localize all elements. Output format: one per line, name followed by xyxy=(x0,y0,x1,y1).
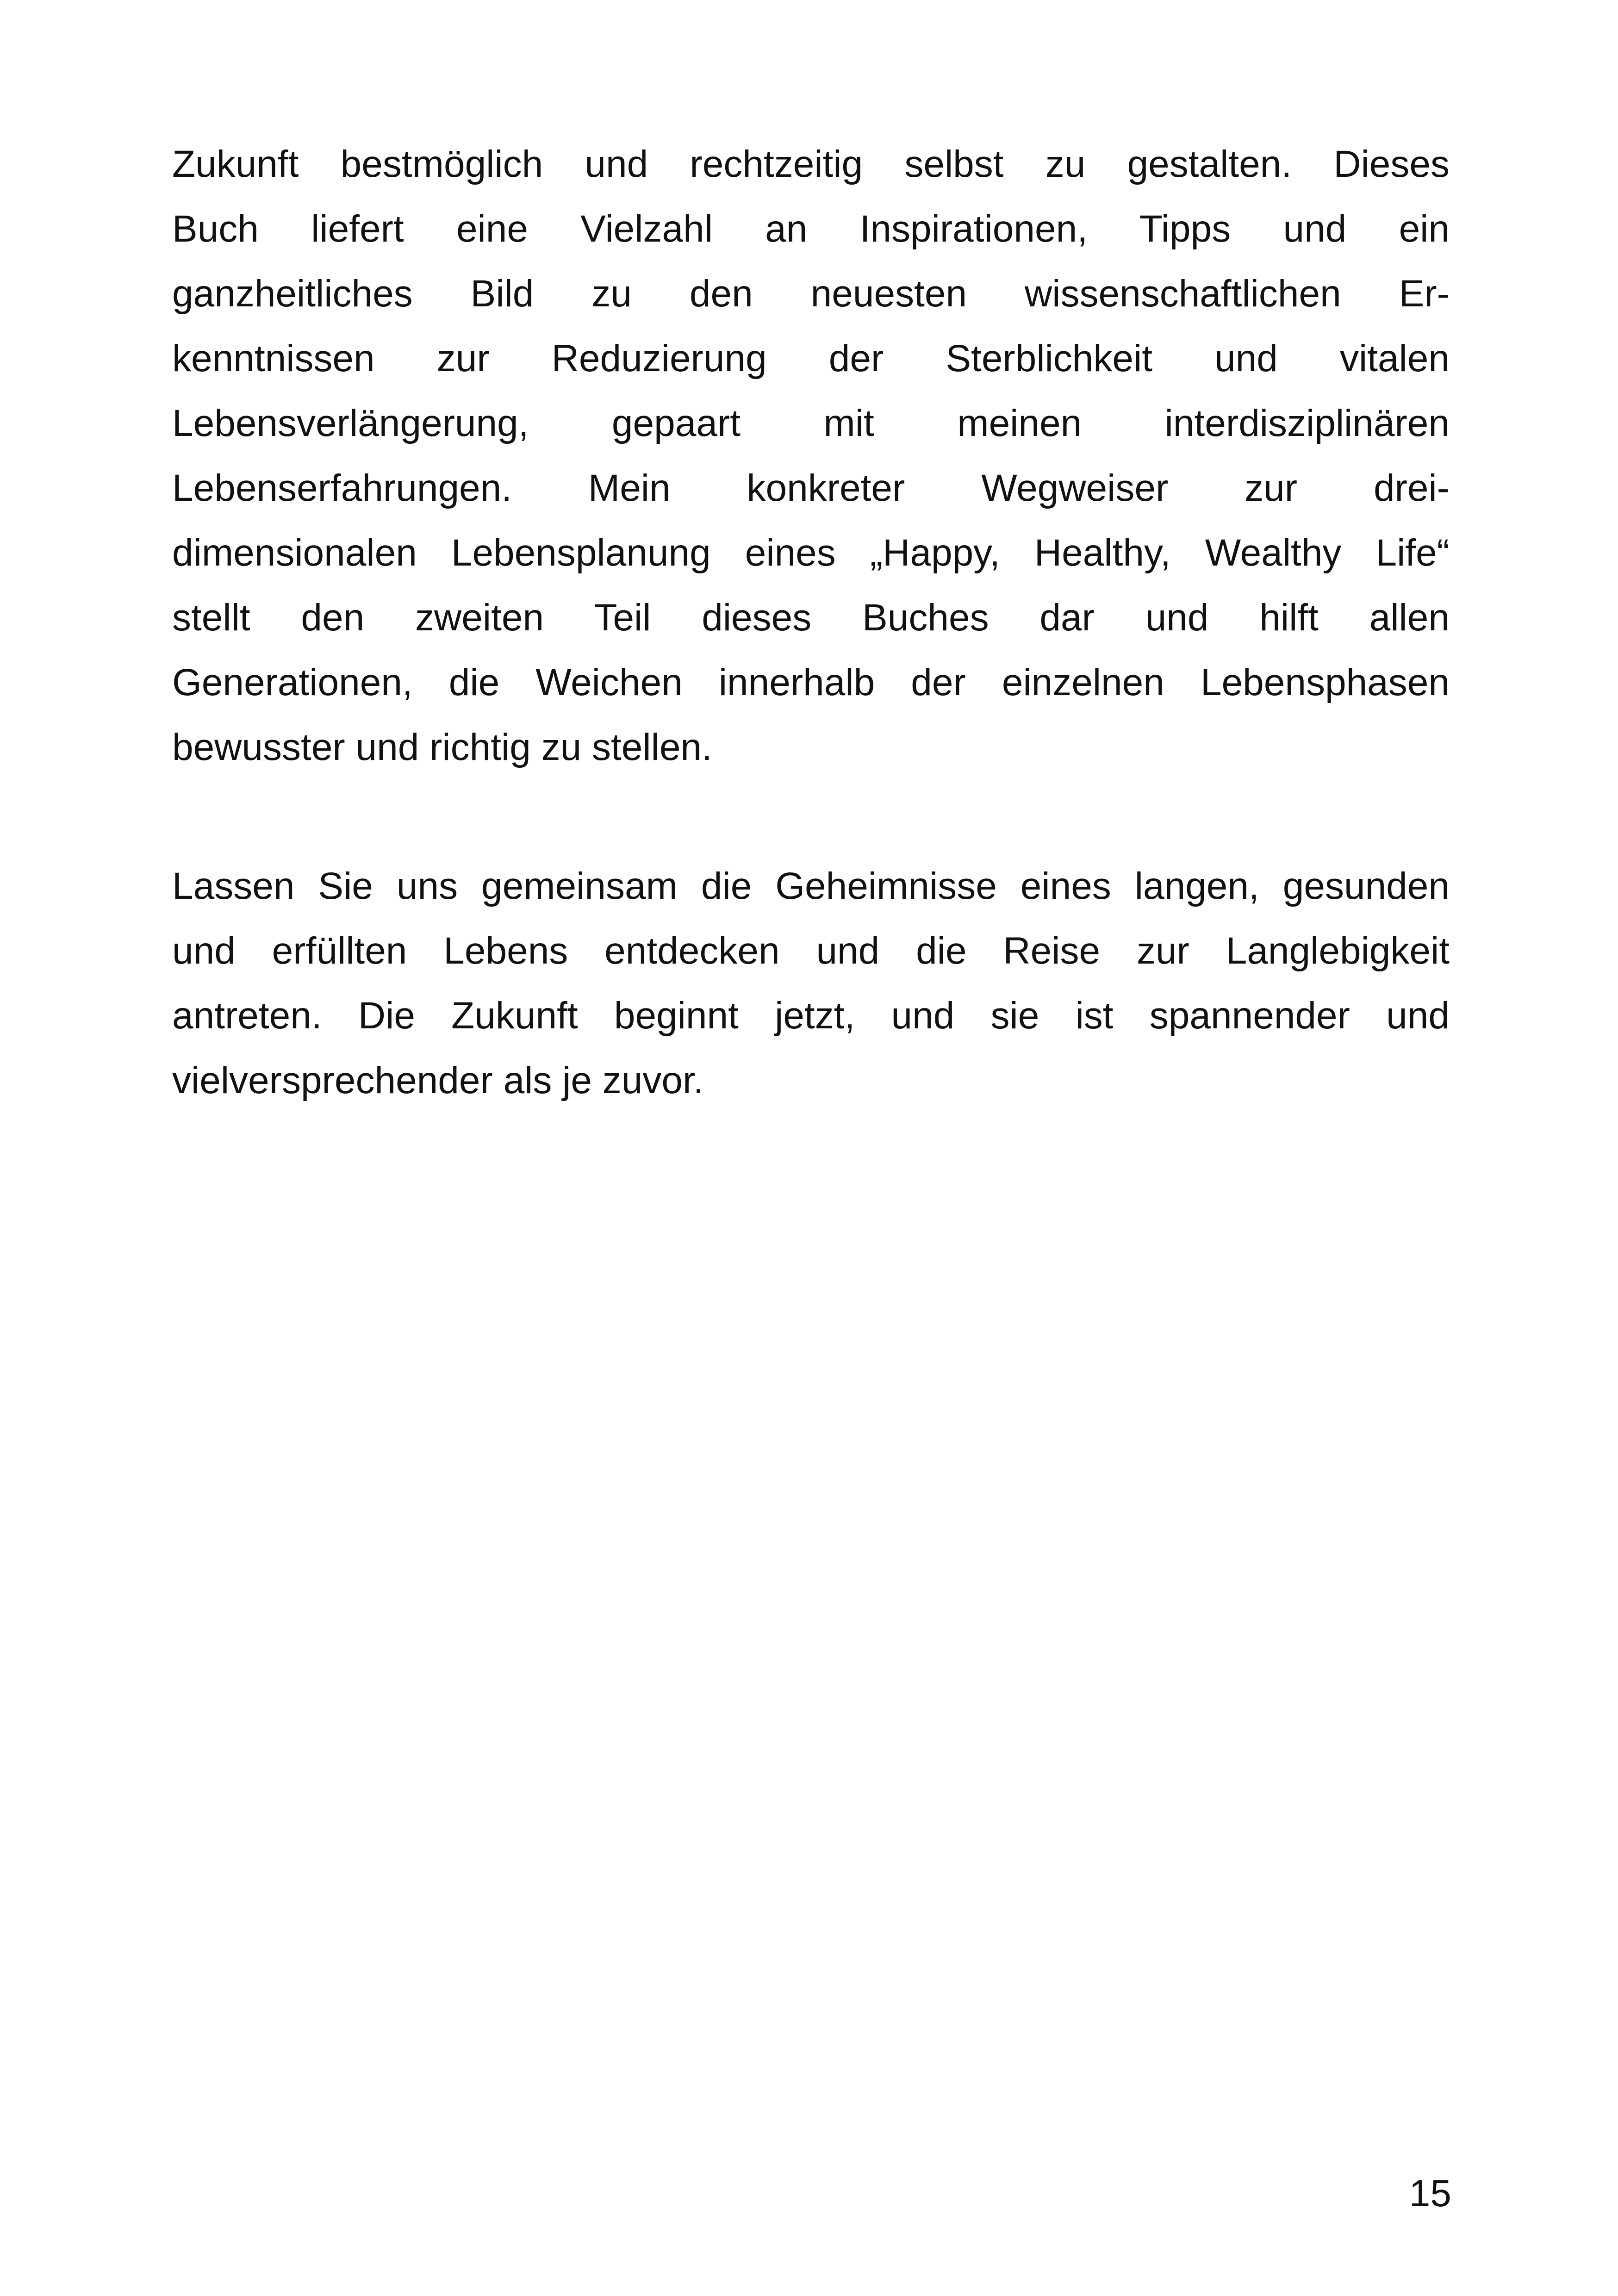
page-number: 15 xyxy=(1409,2172,1451,2215)
text-line: bewusster und richtig zu stellen. xyxy=(172,726,712,768)
text-line: Generationen, die Weichen innerhalb der einzelnen Lebensphasen xyxy=(172,661,1450,703)
text-line: Lebenserfahrungen. Mein konkreter Wegweiser zur drei- xyxy=(172,467,1450,509)
text-line: Buch liefert eine Vielzahl an Inspirationen, Tipps und ein xyxy=(172,208,1450,250)
text-line: kenntnissen zur Reduzierung der Sterblichkeit und vitalen xyxy=(172,337,1450,380)
text-line: Lebensverlängerung, gepaart mit meinen interdisziplinären xyxy=(172,402,1450,444)
text-line: antreten. Die Zukunft beginnt jetzt, und sie ist spannender und xyxy=(172,995,1450,1037)
text-line: ganzheitliches Bild zu den neuesten wissenschaftlichen Er- xyxy=(172,273,1450,315)
text-line: vielversprechender als je zuvor. xyxy=(172,1059,704,1101)
paragraph-2 xyxy=(172,854,1450,1113)
body-text xyxy=(172,132,1450,1113)
paragraph-1 xyxy=(172,132,1450,780)
paragraph-spacer xyxy=(172,780,1450,854)
text-line: Lassen Sie uns gemeinsam die Geheimnisse eines langen, gesunden xyxy=(172,865,1450,907)
text-line: stellt den zweiten Teil dieses Buches dar und hilft allen xyxy=(172,597,1450,639)
text-line: Zukunft bestmöglich und rechtzeitig selbst zu gestalten. Dieses xyxy=(172,143,1450,185)
text-line: und erfüllten Lebens entdecken und die Reise zur Langlebigkeit xyxy=(172,930,1450,972)
text-line: dimensionalen Lebensplanung eines „Happy, Healthy, Wealthy Life“ xyxy=(172,532,1450,574)
